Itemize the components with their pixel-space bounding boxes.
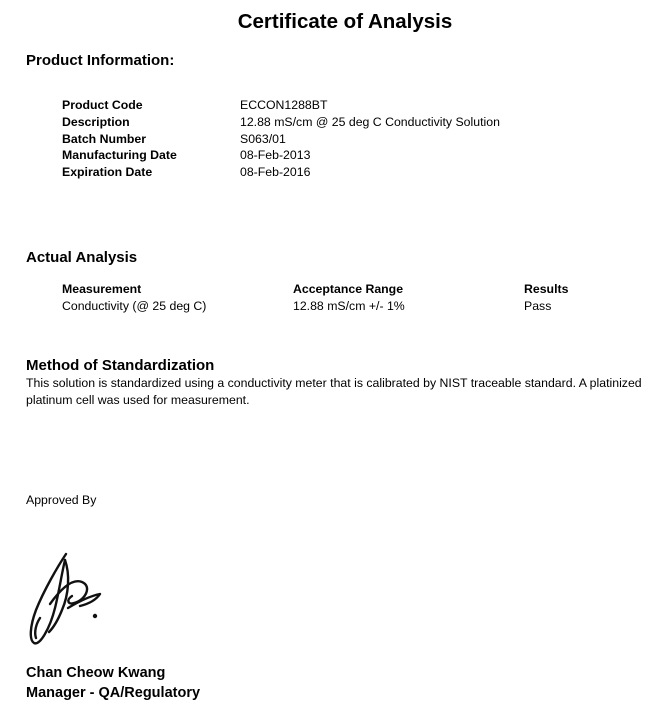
batch-number-label: Batch Number	[62, 132, 147, 146]
expiration-date-label: Expiration Date	[62, 165, 153, 179]
measurement-header: Measurement	[62, 282, 142, 296]
description-label: Description	[62, 115, 130, 129]
measurement-value: Conductivity (@ 25 deg C)	[62, 299, 207, 313]
approver-name: Chan Cheow Kwang	[26, 665, 166, 681]
product-info-heading: Product Information:	[26, 52, 175, 69]
product-code-label: Product Code	[62, 98, 143, 112]
acceptance-range-header: Acceptance Range	[293, 282, 404, 296]
results-header: Results	[524, 282, 569, 296]
approved-by-label: Approved By	[26, 493, 97, 507]
acceptance-range-value: 12.88 mS/cm +/- 1%	[293, 299, 405, 313]
document-title: Certificate of Analysis	[237, 10, 453, 33]
description-value: 12.88 mS/cm @ 25 deg C Conductivity Solution	[240, 115, 500, 129]
batch-number-value: S063/01	[240, 132, 286, 146]
method-heading: Method of Standardization	[26, 357, 215, 374]
method-description: This solution is standardized using a conductivity meter that is calibrated by NIST traceable standard. A platinized platinum cell was used for measurement.	[26, 376, 642, 407]
results-value: Pass	[524, 299, 552, 313]
manufacturing-date-label: Manufacturing Date	[62, 148, 177, 162]
actual-analysis-heading: Actual Analysis	[26, 249, 138, 266]
approver-role: Manager - QA/Regulatory	[26, 685, 201, 701]
manufacturing-date-value: 08-Feb-2013	[240, 148, 311, 162]
signature-mark	[22, 548, 106, 648]
product-code-value: ECCON1288BT	[240, 98, 328, 112]
expiration-date-value: 08-Feb-2016	[240, 165, 311, 179]
